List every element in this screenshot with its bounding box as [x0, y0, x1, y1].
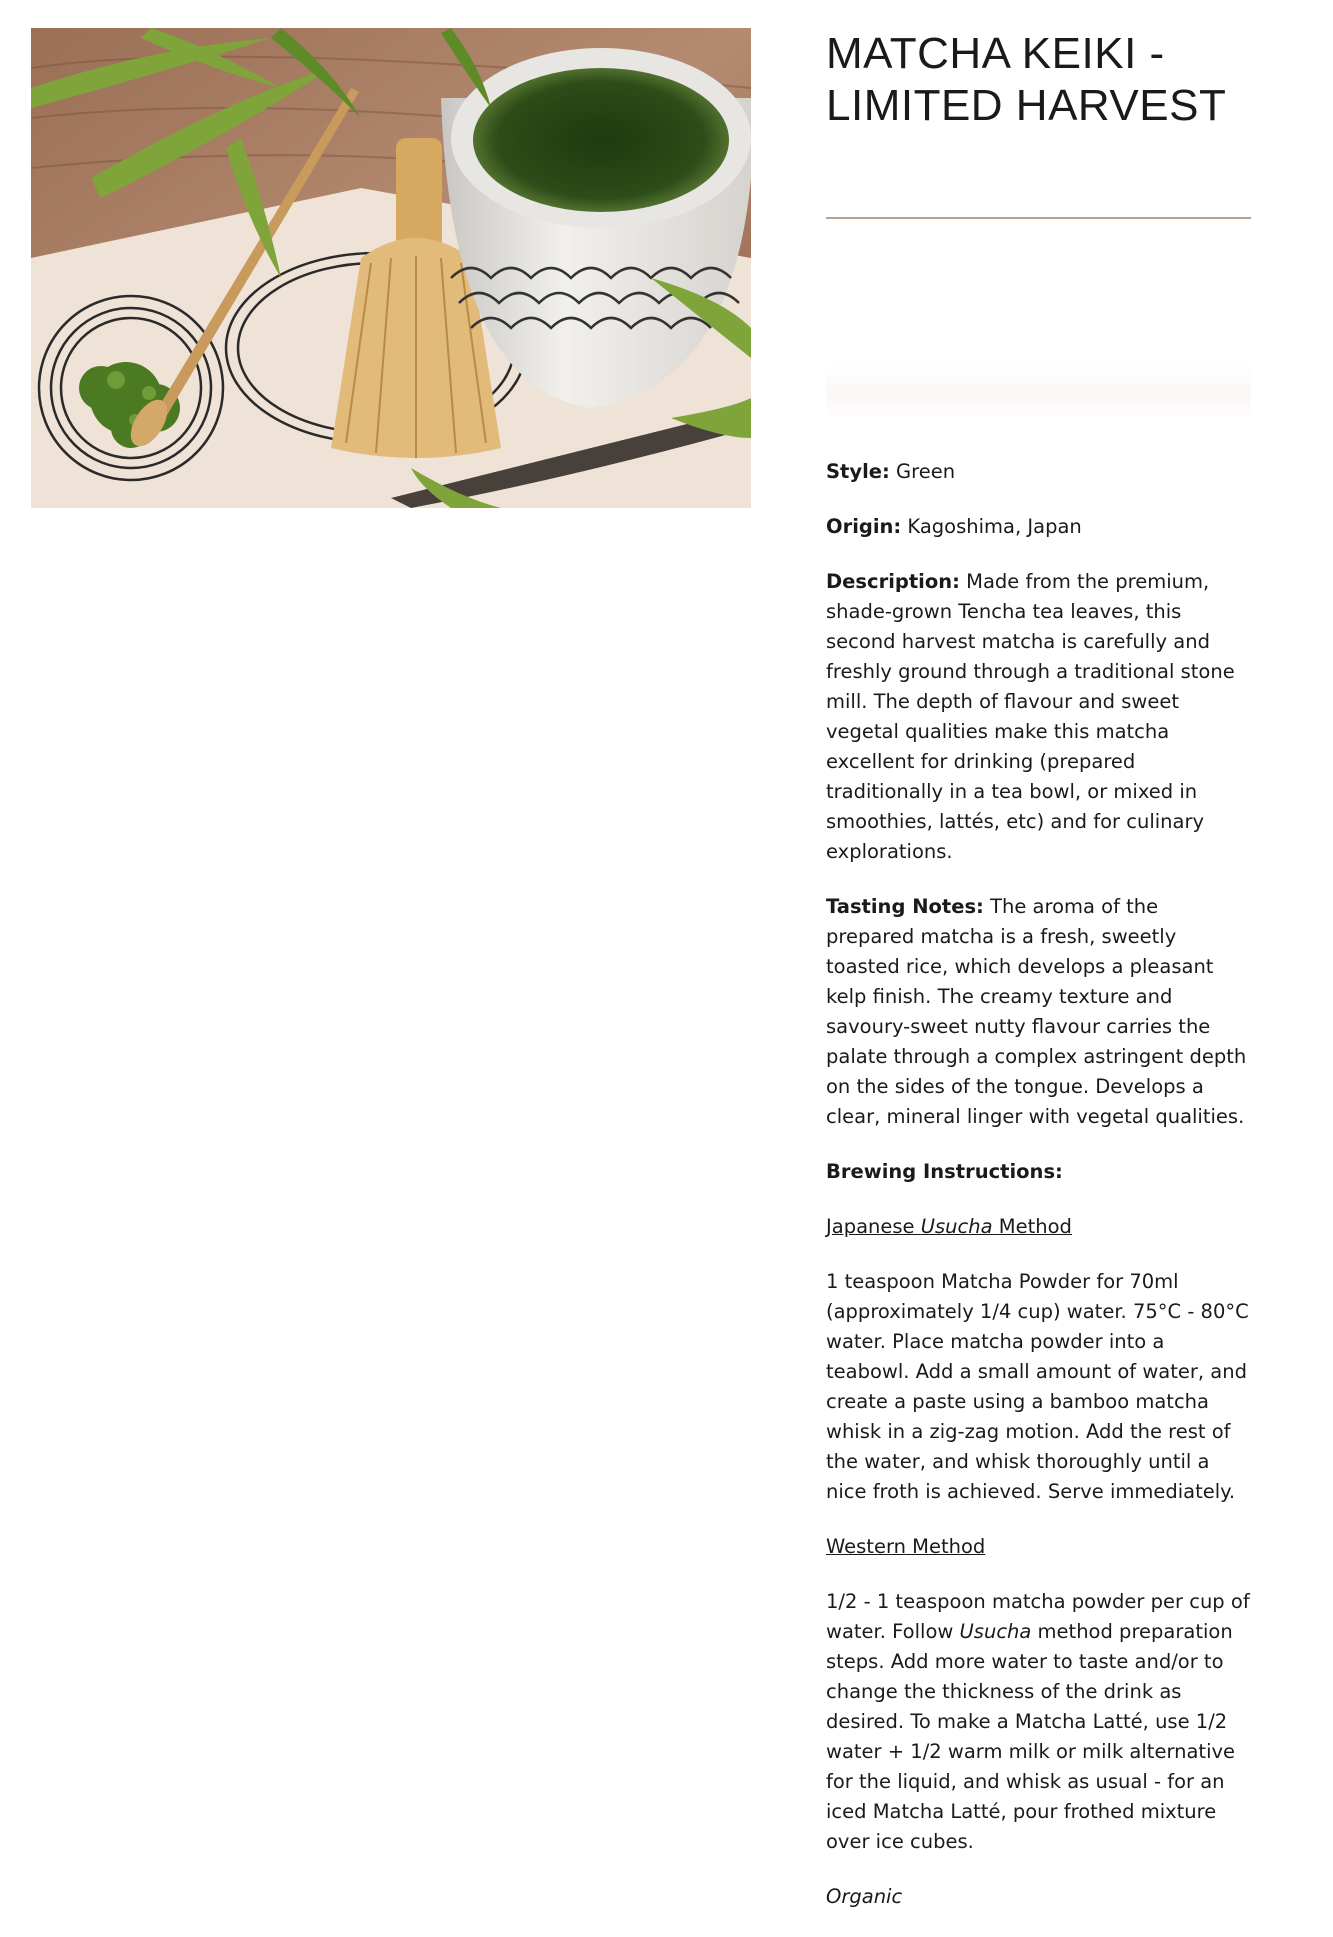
description-row	[826, 567, 1251, 867]
tasting-notes-row	[826, 892, 1251, 1132]
description-label: Description:	[826, 570, 960, 593]
japanese-method-italic: Usucha	[920, 1215, 993, 1238]
western-text-part2: method preparation steps. Add more water to taste and/or to change the thickness of the drink as desired. To make a Matcha Latté, use 1/2 water + 1/2 warm milk or milk alternative for the liquid, and whisk as usual - for an iced Matcha Latté, pour frothed mixture over ice cubes.	[826, 1620, 1236, 1853]
product-title	[826, 28, 1251, 132]
brewing-heading-row	[826, 1157, 1251, 1187]
product-image[interactable]	[31, 28, 751, 508]
western-method-heading: Western Method	[826, 1535, 986, 1558]
matcha-photo	[31, 28, 751, 508]
origin-value: Kagoshima, Japan	[907, 515, 1082, 538]
japanese-method-heading	[826, 1212, 1251, 1242]
brewing-heading: Brewing Instructions:	[826, 1160, 1063, 1183]
japanese-method-title	[826, 1215, 1072, 1238]
japanese-method-text: 1 teaspoon Matcha Powder for 70ml (approximately 1/4 cup) water. 75°C - 80°C water. Place matcha powder into a teabowl. Add a small amount of water, and create a paste using a bamboo matcha whisk in a zig-zag motion. Add the rest of the water, and whisk thoroughly until a nice froth is achieved. Serve immediately.	[826, 1270, 1249, 1503]
description-text: Made from the premium, shade-grown Tencha tea leaves, this second harvest matcha is carefully and freshly ground through a traditional stone mill. The depth of flavour and sweet vegetal qualities make this matcha excellent for drinking (prepared traditionally in a tea bowl, or mixed in smoothies, lattés, etc) and for culinary explorations.	[826, 570, 1235, 863]
tasting-notes-text: The aroma of the prepared matcha is a fresh, sweetly toasted rice, which develops a pleasant kelp finish. The creamy texture and savoury-sweet nutty flavour carries the palate through a complex astringent depth on the sides of the tongue. Develops a clear, mineral linger with vegetal qualities.	[826, 895, 1247, 1128]
product-title-line1: MATCHA KEIKI -	[826, 29, 1165, 78]
style-label: Style:	[826, 460, 890, 483]
product-details	[826, 28, 1251, 1937]
product-title-line2: LIMITED HARVEST	[826, 81, 1227, 130]
western-text-italic: Usucha	[959, 1620, 1032, 1643]
product-info	[826, 457, 1251, 1912]
western-text-part1: 1/2 - 1 teaspoon matcha powder per cup of water. Follow	[826, 1590, 1250, 1643]
origin-row	[826, 512, 1251, 542]
organic-label: Organic	[826, 1885, 903, 1908]
purchase-panel-placeholder	[826, 269, 1251, 419]
title-divider	[826, 217, 1251, 219]
style-value: Green	[896, 460, 956, 483]
origin-label: Origin:	[826, 515, 902, 538]
style-row	[826, 457, 1251, 487]
western-method-text	[826, 1587, 1251, 1857]
western-method-heading-row	[826, 1532, 1251, 1562]
japanese-method-suffix: Method	[992, 1215, 1072, 1238]
tasting-notes-label: Tasting Notes:	[826, 895, 984, 918]
organic-row	[826, 1882, 1251, 1912]
purchase-panel-fade	[826, 364, 1251, 419]
japanese-method-prefix: Japanese	[826, 1215, 921, 1238]
